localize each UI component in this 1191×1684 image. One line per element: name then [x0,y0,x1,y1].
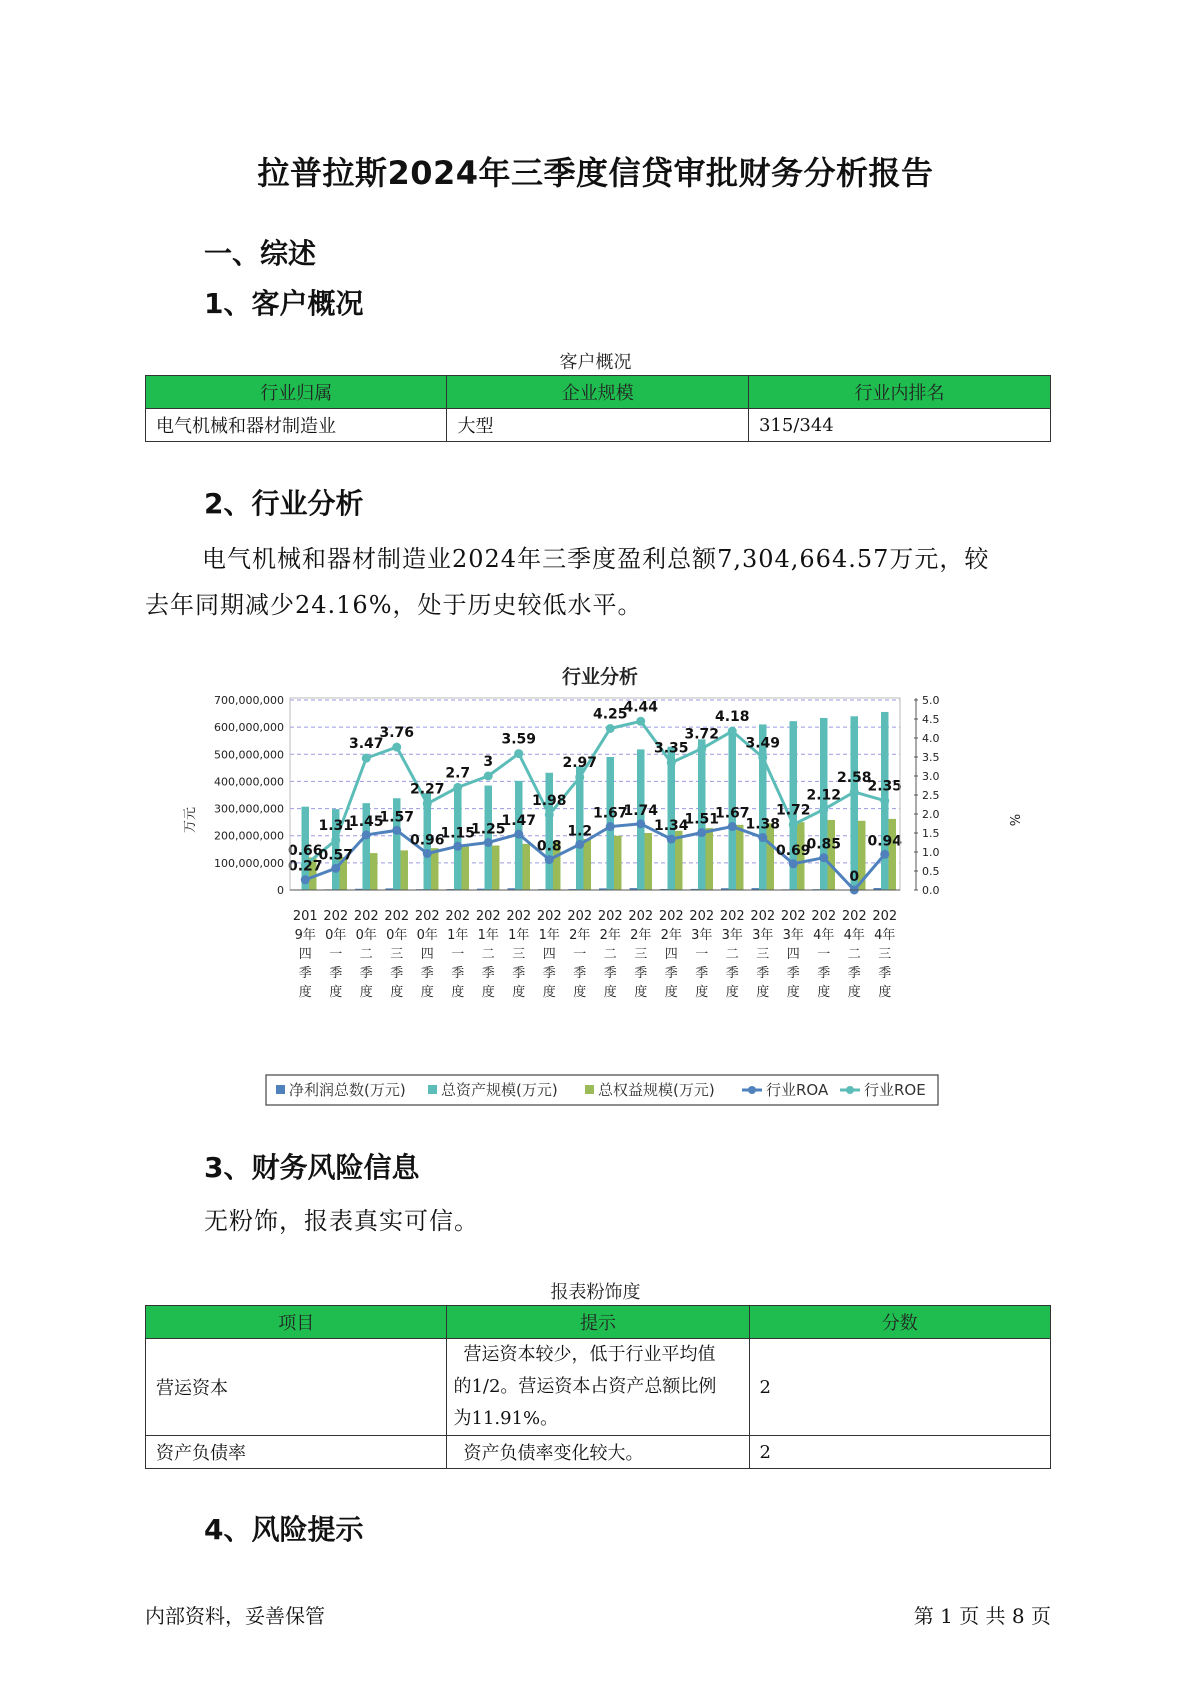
x-tick-label: 二 [725,947,739,962]
roa-point [789,859,798,868]
legend-total-assets: 总资产规模(万元) [441,1081,558,1099]
y-tick-label-right: 3.0 [922,770,940,783]
roa-point [392,826,401,835]
chart-legend [266,1075,938,1105]
roa-data-label: 1.57 [379,809,415,826]
roa-point [636,819,645,828]
roe-data-label: 2.27 [409,781,445,798]
cell-score: 2 [749,1436,1050,1469]
roe-point [606,724,615,733]
x-tick-label: 202 [689,909,715,924]
x-tick-label: 0年 [416,928,438,943]
roa-data-label: 1.51 [684,811,720,828]
x-tick-label: 季 [817,966,831,981]
chart-title: 行业分析 [561,666,639,688]
x-tick-label: 4年 [874,928,896,943]
x-tick-label: 202 [780,909,806,924]
x-tick-label: 202 [750,909,776,924]
x-tick-label: 202 [506,909,532,924]
roe-point [667,758,676,767]
roa-data-label: 1.67 [592,805,628,822]
roa-point [575,840,584,849]
header-hint: 提示 [447,1306,749,1339]
roa-data-label: 1.34 [653,818,689,835]
legend-roe: 行业ROE [864,1081,926,1099]
x-tick-label: 度 [298,985,312,1000]
table-row [146,1339,1051,1436]
x-tick-label: 202 [384,909,410,924]
y-tick-label-left: 200,000,000 [214,829,284,843]
x-tick-label: 1年 [447,928,469,943]
header-score: 分数 [749,1306,1050,1339]
roe-data-label: 3.35 [653,740,689,757]
roa-data-label: 1.15 [440,825,476,842]
x-tick-label: 202 [323,909,349,924]
roa-data-label: 1.47 [501,813,537,830]
x-tick-label: 度 [695,985,709,1000]
x-tick-label: 4年 [843,928,865,943]
y-tick-label-right: 1.5 [922,827,940,840]
cell-industry: 电气机械和器材制造业 [146,409,447,442]
roe-data-label: 3.76 [379,725,415,742]
roa-data-label: 0.27 [287,858,323,875]
roa-point [667,835,676,844]
x-tick-label: 度 [359,985,373,1000]
y-tick-label-right: 0.5 [922,865,940,878]
x-tick-label: 202 [475,909,501,924]
bar-total-assets [851,716,859,890]
industry-analysis-chart [180,655,1030,1110]
roe-data-label: 3 [483,754,494,770]
roa-point [362,830,371,839]
bar-total-assets [485,786,493,891]
x-tick-label: 度 [512,985,526,1000]
roa-point [819,853,828,862]
roe-point [758,753,767,762]
window-dressing-table [145,1305,1051,1469]
x-tick-label: 202 [872,909,898,924]
roe-data-label: 1.31 [318,818,354,835]
roe-data-label: 3.59 [501,731,537,748]
x-tick-label: 202 [536,909,562,924]
x-tick-label: 2年 [599,928,621,943]
roa-data-label: 0.57 [318,847,354,864]
bar-total-equity [370,853,378,890]
x-tick-label: 202 [841,909,867,924]
bar-total-equity [614,836,622,890]
roe-data-label: 3.72 [684,726,720,743]
legend-swatch-total-assets [428,1085,437,1094]
roe-point [575,773,584,782]
x-tick-label: 季 [847,966,861,981]
roe-data-label: 4.18 [714,709,750,726]
x-tick-label: 一 [451,947,465,962]
x-tick-label: 季 [512,966,526,981]
bar-total-equity [767,823,775,890]
roe-point [545,810,554,819]
table2-caption: 报表粉饰度 [550,1282,641,1303]
x-tick-label: 202 [658,909,684,924]
x-tick-label: 季 [542,966,556,981]
x-tick-label: 一 [573,947,587,962]
bar-total-equity [828,820,836,890]
x-tick-label: 季 [390,966,404,981]
x-tick-label: 9年 [294,928,316,943]
bar-total-equity [736,825,744,890]
x-tick-label: 度 [481,985,495,1000]
x-tick-label: 三 [878,947,892,962]
x-tick-label: 度 [664,985,678,1000]
x-tick-label: 一 [817,947,831,962]
x-tick-label: 0年 [386,928,408,943]
x-tick-label: 季 [298,966,312,981]
x-tick-label: 1年 [477,928,499,943]
roa-data-label: 0.94 [867,833,903,850]
x-tick-label: 季 [725,966,739,981]
y-tick-label-right: 5.0 [922,694,940,707]
x-tick-label: 二 [603,947,617,962]
roa-data-label: 1.2 [567,823,593,840]
roe-point [484,772,493,781]
cell-score: 2 [749,1339,1050,1436]
bar-total-equity [706,828,714,890]
header-industry: 行业归属 [146,376,447,409]
y-tick-label-left: 500,000,000 [214,748,284,762]
roa-point [331,864,340,873]
x-tick-label: 202 [719,909,745,924]
roe-point [331,836,340,845]
y-tick-label-right: 2.0 [922,808,940,821]
y-axis-label-right: % [1006,813,1021,827]
y-tick-label-left: 0 [277,884,284,897]
x-tick-label: 1年 [538,928,560,943]
x-tick-label: 202 [597,909,623,924]
section-heading-overview: 一、综述 [204,237,317,270]
legend-swatch-net-profit [276,1085,285,1094]
roe-data-label: 2.7 [445,765,471,782]
x-tick-label: 季 [664,966,678,981]
x-tick-label: 202 [414,909,440,924]
table-row [146,409,1051,442]
roe-data-label: 4.25 [592,706,628,723]
x-tick-label: 度 [847,985,861,1000]
legend-marker-roa [748,1086,756,1094]
roa-point [545,855,554,864]
hint-line: 的1/2。营运资本占资产总额比例 [453,1376,717,1397]
roe-data-label: 2.58 [836,769,872,786]
roa-data-label: 0 [849,869,860,885]
x-tick-label: 一 [329,947,343,962]
roa-point [301,875,310,884]
x-tick-label: 三 [634,947,648,962]
x-tick-label: 季 [695,966,709,981]
x-tick-label: 度 [573,985,587,1000]
bar-total-assets [546,773,554,890]
legend-swatch-total-equity [585,1085,594,1094]
footer-confidential: 内部资料，妥善保管 [145,1604,325,1628]
x-tick-label: 度 [603,985,617,1000]
roa-data-label: 0.69 [775,842,811,859]
x-tick-label: 四 [786,947,800,962]
table1-caption: 客户概况 [559,352,632,373]
roe-point [636,717,645,726]
header-rank: 行业内排名 [748,376,1050,409]
table-row [146,1436,1051,1469]
x-tick-label: 3年 [752,928,774,943]
cell-item: 资产负债率 [146,1436,447,1469]
legend-roa: 行业ROA [766,1081,829,1099]
roe-point [514,749,523,758]
x-tick-label: 2年 [660,928,682,943]
y-tick-label-right: 4.5 [922,713,940,726]
y-tick-label-right: 1.0 [922,846,940,859]
financial-risk-paragraph: 无粉饰，报表真实可信。 [204,1207,479,1235]
x-tick-label: 季 [786,966,800,981]
roe-data-label: 2.97 [562,755,598,772]
x-tick-label: 度 [725,985,739,1000]
y-tick-label-right: 0.0 [922,884,940,897]
x-tick-label: 二 [481,947,495,962]
bar-total-equity [889,819,897,890]
x-tick-label: 度 [634,985,648,1000]
y-tick-label-right: 3.5 [922,751,940,764]
client-overview-table [145,375,1051,442]
roa-data-label: 0.8 [536,838,562,855]
x-tick-label: 四 [420,947,434,962]
footer-page-number: 第 1 页 共 8 页 [913,1604,1051,1628]
roa-point [606,822,615,831]
roe-point [850,787,859,796]
x-tick-label: 季 [420,966,434,981]
roa-point [697,828,706,837]
x-tick-label: 四 [542,947,556,962]
x-tick-label: 度 [420,985,434,1000]
industry-paragraph-line1: 电气机械和器材制造业2024年三季度盈利总额7,304,664.57万元，较 [202,545,990,573]
x-tick-label: 季 [573,966,587,981]
roe-data-label: 3.49 [745,735,781,752]
x-tick-label: 2年 [630,928,652,943]
x-tick-label: 四 [298,947,312,962]
roa-data-label: 1.25 [470,821,506,838]
x-tick-label: 3年 [721,928,743,943]
roe-data-label: 4.44 [623,699,659,716]
roe-point [819,805,828,814]
x-tick-label: 三 [512,947,526,962]
roe-point [392,743,401,752]
x-tick-label: 季 [329,966,343,981]
x-tick-label: 三 [756,947,770,962]
x-tick-label: 0年 [325,928,347,943]
roe-data-label: 2.12 [806,787,842,804]
roa-point [728,822,737,831]
roe-data-label: 0.66 [287,842,323,859]
x-tick-label: 四 [664,947,678,962]
x-tick-label: 季 [634,966,648,981]
roa-point [423,849,432,858]
y-tick-label-left: 600,000,000 [214,721,284,735]
roe-data-label: 1.72 [775,802,811,819]
cell-hint: 资产负债率变化较大。 [447,1436,749,1469]
roa-point [484,838,493,847]
y-tick-label-left: 700,000,000 [214,694,284,707]
x-tick-label: 202 [353,909,379,924]
subheading-industry-analysis: 2、行业分析 [204,487,364,520]
x-tick-label: 度 [542,985,556,1000]
legend-marker-roe [846,1086,854,1094]
hint-line: 为11.91%。 [453,1408,559,1429]
roe-point [697,744,706,753]
roa-point [453,842,462,851]
y-tick-label-right: 2.5 [922,789,940,802]
header-item: 项目 [146,1306,447,1339]
x-tick-label: 季 [451,966,465,981]
x-tick-label: 季 [878,966,892,981]
x-tick-label: 季 [603,966,617,981]
y-tick-label-left: 100,000,000 [214,856,284,870]
roe-point [423,799,432,808]
roa-point [880,850,889,859]
roa-data-label: 1.74 [623,802,659,819]
roa-point [758,833,767,842]
header-scale: 企业规模 [447,376,748,409]
x-tick-label: 4年 [813,928,835,943]
x-tick-label: 202 [811,909,837,924]
x-tick-label: 二 [847,947,861,962]
roe-point [789,820,798,829]
bar-total-equity [645,833,653,890]
x-tick-label: 1年 [508,928,530,943]
y-tick-label-right: 4.0 [922,732,940,745]
x-tick-label: 度 [329,985,343,1000]
x-tick-label: 度 [817,985,831,1000]
legend-total-equity: 总权益规模(万元) [598,1081,715,1099]
x-tick-label: 202 [567,909,593,924]
roe-data-label: 1.98 [531,792,567,809]
x-tick-label: 季 [359,966,373,981]
x-tick-label: 度 [756,985,770,1000]
cell-scale: 大型 [447,409,748,442]
x-tick-label: 度 [451,985,465,1000]
x-tick-label: 202 [628,909,654,924]
x-tick-label: 3年 [782,928,804,943]
bar-total-assets [820,718,828,890]
roe-point [362,754,371,763]
roa-data-label: 1.45 [348,813,384,830]
x-tick-label: 度 [878,985,892,1000]
industry-paragraph-line2: 去年同期减少24.16%，处于历史较低水平。 [145,591,643,619]
roa-data-label: 0.96 [409,832,445,849]
cell-rank: 315/344 [748,409,1050,442]
x-tick-label: 度 [390,985,404,1000]
hint-line: 营运资本较少，低于行业平均值 [463,1344,716,1365]
x-tick-label: 0年 [355,928,377,943]
bar-total-equity [584,839,592,890]
bar-total-equity [523,844,531,890]
x-tick-label: 季 [481,966,495,981]
y-tick-label-left: 400,000,000 [214,775,284,789]
roe-point [880,796,889,805]
x-tick-label: 度 [786,985,800,1000]
subheading-risk-warning: 4、风险提示 [204,1513,364,1546]
x-tick-label: 季 [756,966,770,981]
x-tick-label: 202 [445,909,471,924]
bar-total-equity [492,845,500,890]
subheading-client-overview: 1、客户概况 [204,287,364,320]
subheading-financial-risk: 3、财务风险信息 [204,1151,420,1184]
y-tick-label-left: 300,000,000 [214,802,284,816]
roa-data-label: 0.85 [806,836,842,853]
document-title: 拉普拉斯2024年三季度信贷审批财务分析报告 [257,154,934,192]
x-tick-label: 二 [359,947,373,962]
roe-data-label: 2.35 [867,778,903,795]
x-tick-label: 3年 [691,928,713,943]
bar-total-equity [675,831,683,890]
x-tick-label: 201 [292,909,318,924]
roa-point [514,830,523,839]
cell-hint [447,1339,749,1436]
x-tick-label: 一 [695,947,709,962]
x-tick-label: 三 [390,947,404,962]
bar-total-equity [462,847,470,890]
roe-point [453,783,462,792]
bar-total-equity [401,850,409,890]
x-tick-label: 2年 [569,928,591,943]
roa-data-label: 1.38 [745,816,781,833]
legend-net-profit: 净利润总数(万元) [289,1081,406,1099]
roe-point [728,727,737,736]
y-axis-label-left: 万元 [183,806,198,834]
roa-data-label: 1.67 [714,805,750,822]
cell-item: 营运资本 [146,1339,447,1436]
bar-total-equity [431,848,439,890]
roe-data-label: 3.47 [348,736,384,753]
